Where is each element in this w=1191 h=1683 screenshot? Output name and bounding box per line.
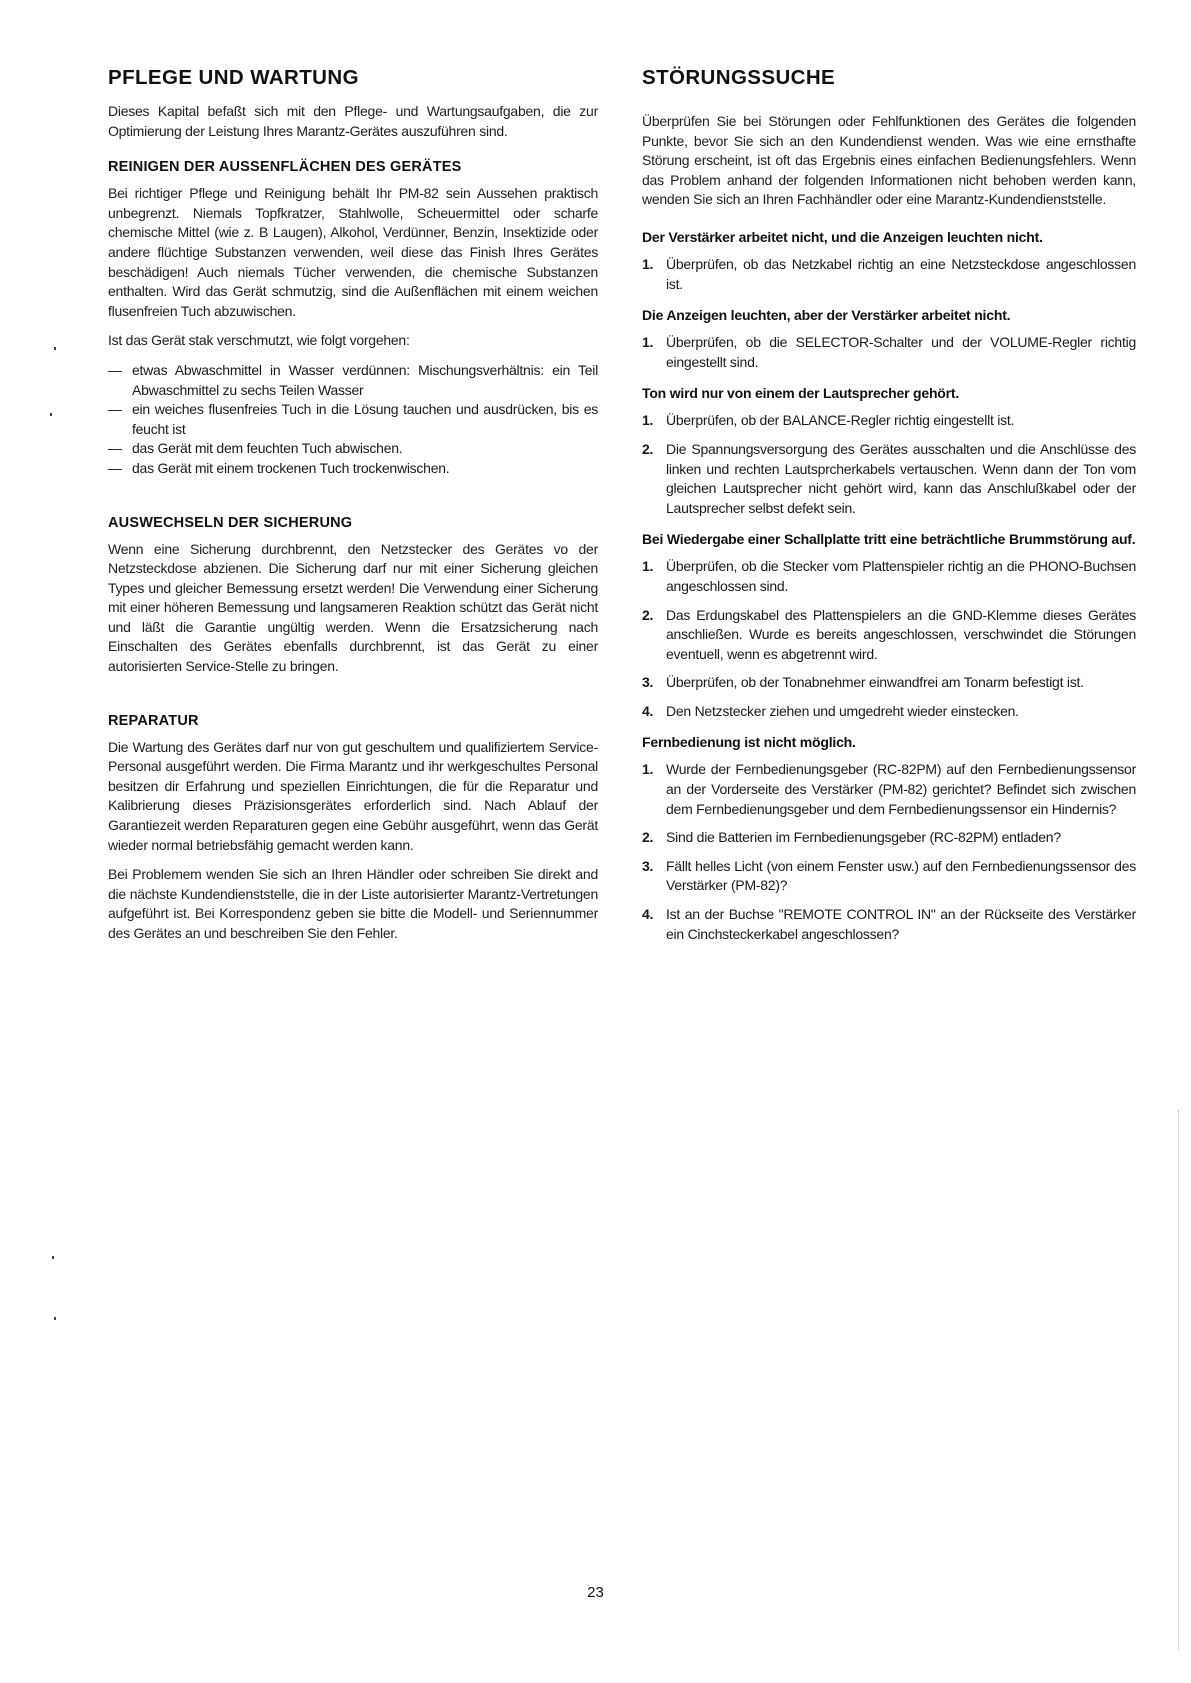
list-item: 4. Den Netzstecker ziehen und umgedreht wieder einstecken. <box>642 702 1019 719</box>
list-item: 1. Überprüfen, ob das Netzkabel richtig an eine Netzsteckdose angeschlossen ist. <box>642 255 1136 292</box>
page-number: 23 <box>587 1584 604 1601</box>
scan-speck <box>54 347 56 350</box>
issue-list-indicators-on <box>642 333 1136 372</box>
list-item: 2. Das Erdungskabel des Plattenspielers an die GND-Klemme dieses Gerätes anschließen. Wurde es bereits angeschlossen, verschwindet die Störungen eventuell, wenn es abgetrennt wird. <box>642 606 1136 662</box>
issue-heading-hum: Bei Wiedergabe einer Schallplatte tritt eine beträchtliche Brummstörung auf. <box>642 531 1136 548</box>
list-item: 1. Überprüfen, ob die SELECTOR-Schalter und der VOLUME-Regler richtig eingestellt sind. <box>642 334 1136 370</box>
maintenance-title: PFLEGE UND WARTUNG <box>108 66 359 89</box>
issue-list-remote <box>642 760 1136 944</box>
fuse-heading: AUSWECHSELN DER SICHERUNG <box>108 514 353 531</box>
issue-heading-remote: Fernbedienung ist nicht möglich. <box>642 734 856 751</box>
list-item: 3. Überprüfen, ob der Tonabnehmer einwandfrei am Tonarm befestigt ist. <box>642 674 1084 691</box>
cleaning-heavy-dirt: Ist das Gerät stak verschmutzt, wie folgt vorgehen: <box>108 332 410 349</box>
troubleshooting-intro: Überprüfen Sie bei Störungen oder Fehlfunktionen des Gerätes die folgenden Punkte, bevor Sie sich an den Kundendienst wenden. Was wie eine ernsthafte Störung erscheint, ist oft das Ergebnis eines einfachen Bedienungsfehlers. Wenn das Problem anhand der folgenden Informationen nicht behoben werden kann, wenden Sie sich an Ihren Fachhändler oder eine Marantz-Kundendienststelle. <box>642 113 1136 208</box>
list-item: 1. Wurde der Fernbedienungsgeber (RC-82PM) auf den Fernbedienungssensor an der Vorderseite des Verstärker (PM-82) gerichtet? Befindet sich zwischen dem Fernbedienungsgeber und dem Fernbedienungssensor ein Hindernis? <box>642 761 1136 817</box>
list-item: 1. Überprüfen, ob der BALANCE-Regler richtig eingestellt ist. <box>642 412 1015 429</box>
list-item: 2. Die Spannungsversorgung des Gerätes ausschalten und die Anschlüsse des linken und rechten Lautsprcherkabels vertauschen. Wenn dann der Ton vom gleichen Lautsprecher nicht gehört wird, kann das Anschlußkabel oder der Lautsprecher selbst defekt sein. <box>642 440 1136 516</box>
scan-edge-line <box>1178 1110 1179 1650</box>
list-item: 4. Ist an der Buchse "REMOTE CONTROL IN" an der Rückseite des Verstärker ein Cinchsteckerkabel angeschlossen? <box>642 906 1136 942</box>
right-column <box>642 66 1136 956</box>
cleaning-step: — etwas Abwaschmittel in Wasser verdünnen: Mischungsverhältnis: ein Teil Abwaschmittel zu sechs Teilen Wasser <box>108 361 598 400</box>
list-item: 2. Sind die Batterien im Fernbedienungsgeber (RC-82PM) entladen? <box>642 829 1061 846</box>
issue-list-no-power <box>642 255 1136 294</box>
repair-contact-paragraph: Bei Problemem wenden Sie sich an Ihren Händler oder schreiben Sie direkt and die nächste Kundendienststelle, die in der Liste autorisierter Marantz-Vertretungen aufgeführt ist. Bei Korrespondenz geben sie bitte die Modell- und Seriennummer des Gerätes an und beschreiben Sie den Fehler. <box>108 866 598 941</box>
scan-speck <box>52 1256 54 1259</box>
cleaning-step: — ein weiches flusenfreies Tuch in die Lösung tauchen und ausdrücken, bis es feucht ist <box>108 400 598 439</box>
maintenance-intro: Dieses Kapital befaßt sich mit den Pflege- und Wartungsaufgaben, die zur Optimierung der Leistung Ihres Marantz-Gerätes auszuführen sind. <box>108 103 598 139</box>
issue-list-hum <box>642 557 1136 721</box>
issue-list-one-speaker <box>642 411 1136 518</box>
cleaning-paragraph: Bei richtiger Pflege und Reinigung behält Ihr PM-82 sein Aussehen praktisch unbegrenzt. Niemals Topfkratzer, Stahlwolle, Scheuermittel oder scharfe chemische Mittel (wie z. B Laugen), Alkohol, Verdünner, Benzin, Insektizide oder andere flüchtige Substanzen verwenden, weil diese das Finish Ihres Gerätes beschädigen! Auch niemals Tücher verwenden, die chemische Substanzen enthalten. Wird das Gerät schmutzig, sind die Außenflächen mit einem weichen flusenfreien Tuch abzuwischen. <box>108 185 598 319</box>
issue-heading-no-power: Der Verstärker arbeitet nicht, und die Anzeigen leuchten nicht. <box>642 228 1043 245</box>
repair-heading: REPARATUR <box>108 712 199 729</box>
troubleshooting-title: STÖRUNGSSUCHE <box>642 66 836 89</box>
fuse-paragraph: Wenn eine Sicherung durchbrennt, den Netzstecker des Gerätes vo der Netzsteckdose abzienen. Die Sicherung darf nur mit einer Sicherung gleichen Types und gleicher Bemessung ersetzt werden! Die Verwendung einer Sicherung mit einer höheren Bemessung und langsameren Reaktion schützt das Gerät nicht und läßt die Garantie ungültig werden. Wenn die Ersatzsicherung nach Einschalten des Gerätes ebenfalls durchbrennt, ist das Gerät zu einer autorisierten Service-Stelle zu bringen. <box>108 540 598 675</box>
cleaning-step: — das Gerät mit dem feuchten Tuch abwischen. <box>108 439 598 459</box>
issue-heading-one-speaker: Ton wird nur von einem der Lautsprecher gehört. <box>642 385 960 402</box>
cleaning-heading: REINIGEN DER AUSSENFLÄCHEN DES GERÄTES <box>108 159 462 176</box>
issue-heading-indicators-on: Die Anzeigen leuchten, aber der Verstärker arbeitet nicht. <box>642 307 1011 324</box>
cleaning-steps <box>108 361 598 479</box>
repair-paragraph: Die Wartung des Gerätes darf nur von gut geschultem und qualifiziertem Service-Personal ausgeführt werden. Die Firma Marantz und ihr werkgeschultes Personal besitzen dir Erfahrung und speziellen Einrichtungen, die für die Reparatur und Kalibrierung dieses Präzisionsgerätes erforderlich sind. Nach Ablauf der Garantiezeit werden Reparaturen gegen eine Gebühr ausgeführt, wenn das Gerät wieder normal betriebsfähig gemacht werden kann. <box>108 738 598 853</box>
list-item: 3. Fällt helles Licht (von einem Fenster usw.) auf den Fernbedienungssensor des Verstärker (PM-82)? <box>642 857 1136 894</box>
list-item: 1. Überprüfen, ob die Stecker vom Plattenspieler richtig an die PHONO-Buchsen angeschlossen sind. <box>642 558 1136 594</box>
left-column <box>108 66 598 954</box>
cleaning-step: — das Gerät mit einem trockenen Tuch trockenwischen. <box>108 459 598 479</box>
scan-speck <box>54 1317 56 1320</box>
scan-speck <box>50 413 52 416</box>
